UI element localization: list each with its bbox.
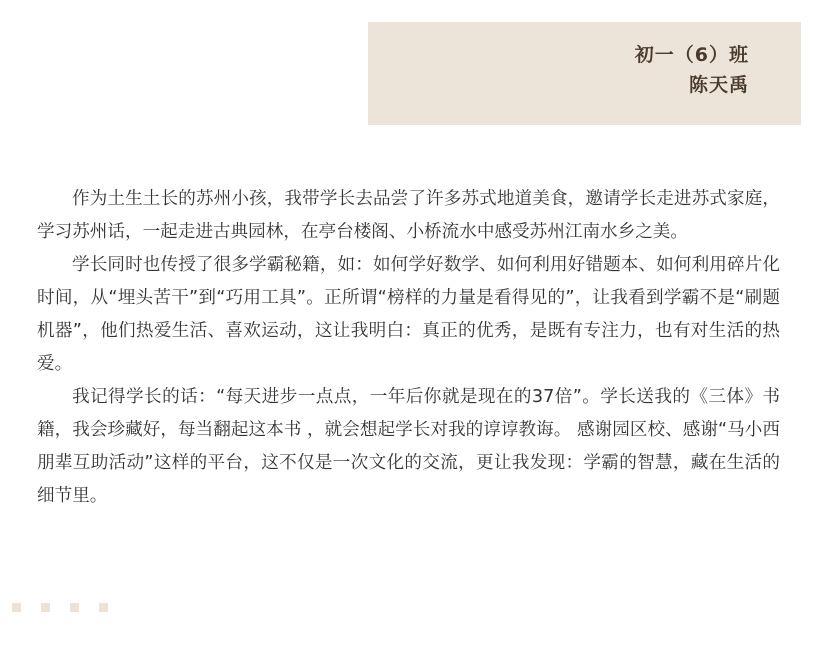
student-name: 陈天禹: [688, 74, 749, 96]
decor-square-icon: [12, 603, 21, 612]
decorative-dots: [12, 603, 128, 612]
decor-square-icon: [99, 603, 108, 612]
class-name: 初一（6）班: [634, 44, 749, 66]
article-body: [37, 183, 780, 513]
paragraph-1: 作为土生土长的苏州小孩，我带学长去品尝了许多苏式地道美食，邀请学长走进苏式家庭，学习苏州话，一起走进古典园林，在亭台楼阁、小桥流水中感受苏州江南水乡之美。: [37, 189, 780, 242]
decor-square-icon: [41, 603, 50, 612]
decor-square-icon: [70, 603, 79, 612]
paragraph-3: 我记得学长的话：“每天进步一点点，一年后你就是现在的37倍”。学长送我的《三体》书籍，我会珍藏好，每当翻起这本书 ，就会想起学长对我的谆谆教诲。 感谢园区校、感谢“马小西朋辈互助活动”这样的平台，这不仅是一次文化的交流，更让我发现：学霸的智慧，藏在生活的细节里。: [37, 387, 780, 506]
author-box: [368, 22, 801, 125]
paragraph-2: 学长同时也传授了很多学霸秘籍，如：如何学好数学、如何利用好错题本、如何利用碎片化时间，从“埋头苦干”到“巧用工具”。正所谓“榜样的力量是看得见的”，让我看到学霸不是“刷题机器”，他们热爱生活、喜欢运动，这让我明白：真正的优秀，是既有专注力，也有对生活的热爱。: [37, 255, 780, 374]
